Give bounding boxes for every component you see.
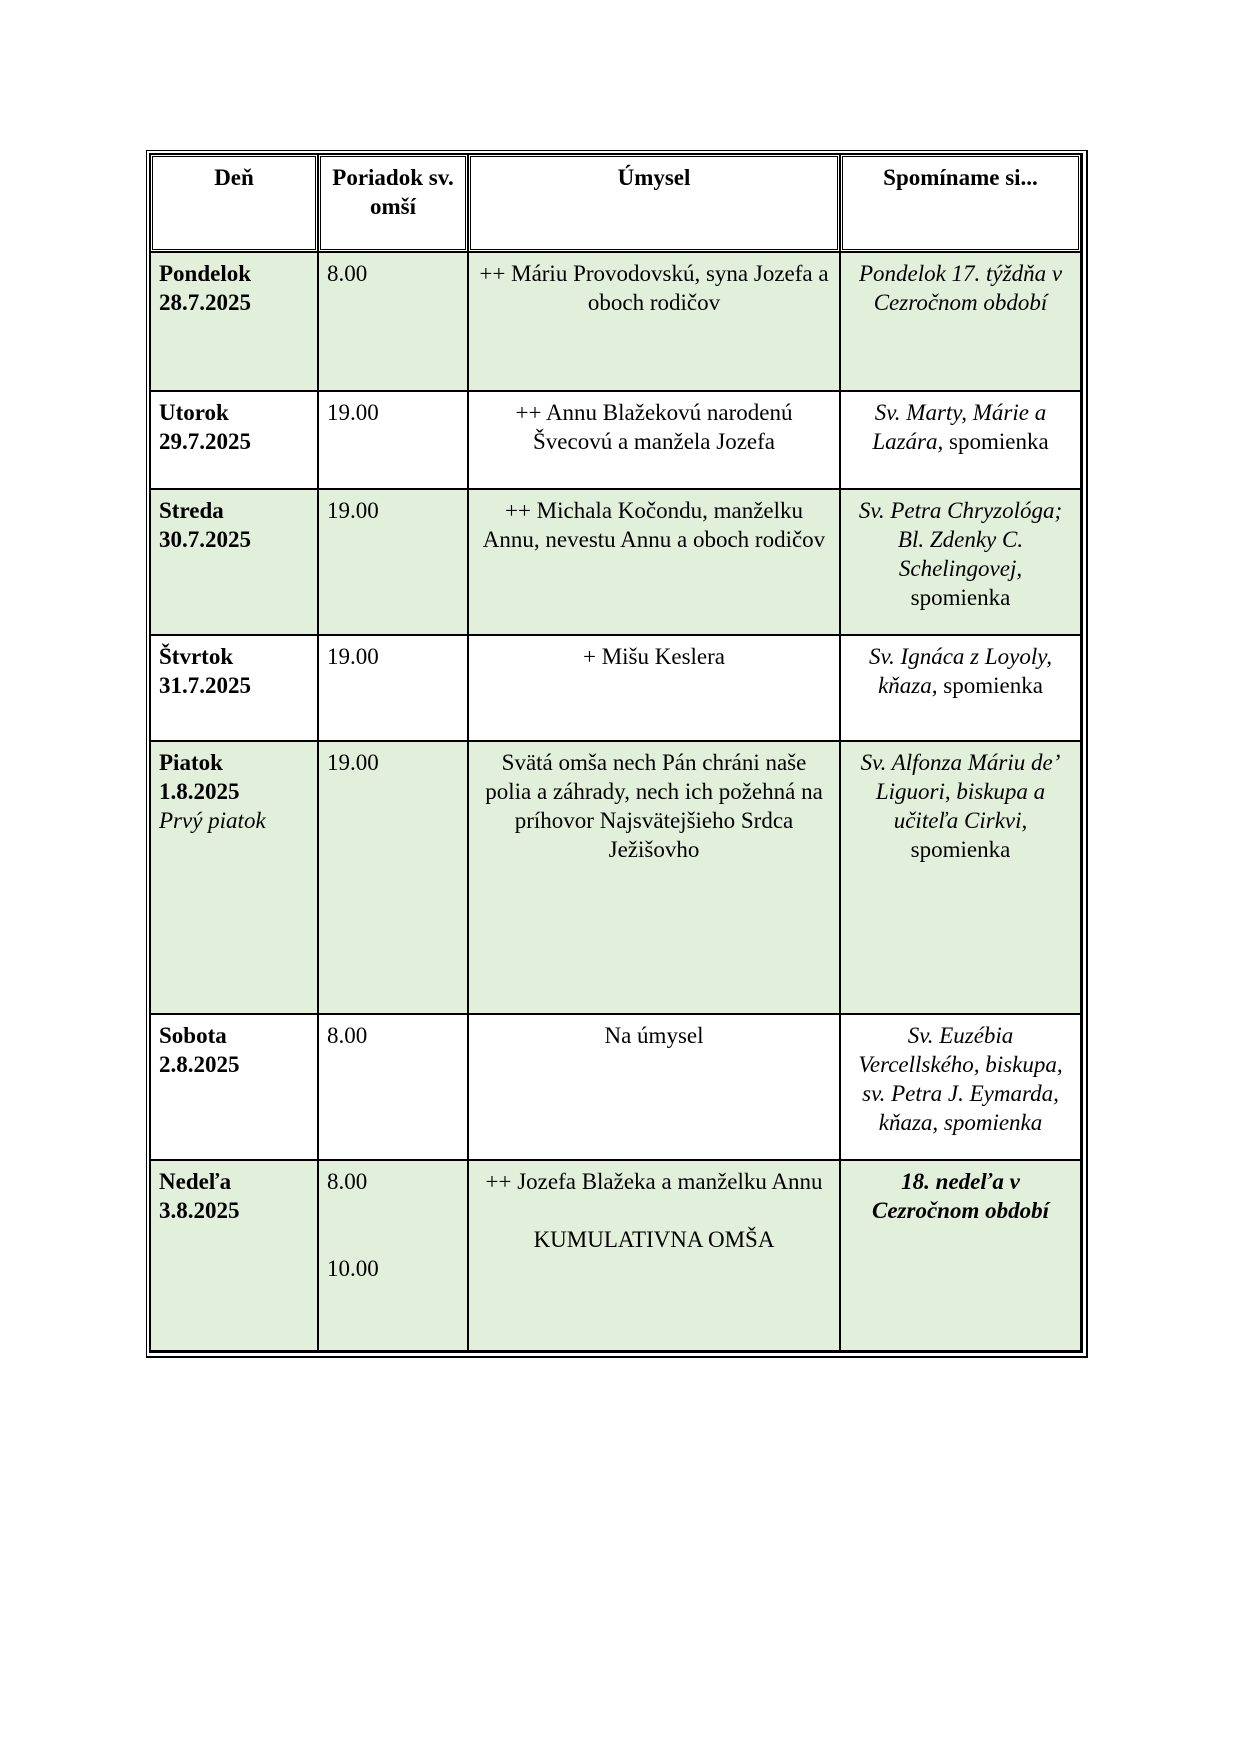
memo-cell (840, 741, 1081, 1014)
day-cell (150, 489, 318, 635)
day-name: Štvrtok (159, 644, 234, 669)
day-date: 30.7.2025 (159, 527, 251, 552)
day-name: Piatok (159, 750, 223, 775)
day-date: 1.8.2025 (159, 779, 240, 804)
header-remembrance: Spomíname si... (840, 154, 1081, 252)
intention-cell: ++ Máriu Provodovskú, syna Jozefa a oboch rodičov (468, 252, 840, 391)
day-note: Prvý piatok (159, 808, 266, 833)
day-cell (150, 741, 318, 1014)
intention-cell: Na úmysel (468, 1014, 840, 1160)
intention-first: ++ Jozefa Blažeka a manželku Annu (485, 1169, 823, 1194)
table-row (150, 1160, 1081, 1351)
intention-cell (468, 1160, 840, 1351)
time-cell (318, 1160, 468, 1351)
day-cell (150, 252, 318, 391)
mass-schedule-table (146, 150, 1088, 1358)
table-row (150, 489, 1081, 635)
time-cell: 8.00 (318, 1014, 468, 1160)
day-date: 3.8.2025 (159, 1198, 240, 1223)
header-row (150, 154, 1081, 252)
memo-rank: spomienka (910, 585, 1011, 610)
header-order: Poriadok sv. omší (318, 154, 468, 252)
table-row (150, 741, 1081, 1014)
memo-rank: spomienka (943, 673, 1043, 698)
day-name: Pondelok (159, 261, 252, 286)
memo-saint: Sv. Petra Chryzológa; Bl. Zdenky C. Schelingovej, (858, 498, 1063, 581)
day-cell (150, 391, 318, 489)
day-cell (150, 1014, 318, 1160)
time-first: 8.00 (327, 1169, 368, 1194)
day-date: 28.7.2025 (159, 290, 251, 315)
intention-second: KUMULATIVNA OMŠA (533, 1227, 775, 1252)
memo-cell (840, 252, 1081, 391)
memo-saint: Sv. Alfonza Máriu de’ Liguori, biskupa a učiteľa Cirkvi, (860, 750, 1061, 833)
memo-cell (840, 489, 1081, 635)
memo-sunday: 18. nedeľa v Cezročnom období (872, 1169, 1049, 1223)
day-date: 2.8.2025 (159, 1052, 240, 1077)
time-cell: 19.00 (318, 391, 468, 489)
memo-cell (840, 1160, 1081, 1351)
day-name: Streda (159, 498, 224, 523)
intention-cell: ++ Annu Blažekovú narodenú Švecovú a manžela Jozefa (468, 391, 840, 489)
day-name: Sobota (159, 1023, 227, 1048)
time-cell: 19.00 (318, 635, 468, 741)
memo-saint: Sv. Ignáca z Loyoly, kňaza, (869, 644, 1052, 698)
header-intention: Úmysel (468, 154, 840, 252)
memo-saint: Sv. Marty, Márie a Lazára, (872, 400, 1047, 454)
time-cell: 8.00 (318, 252, 468, 391)
intention-cell: ++ Michala Kočondu, manželku Annu, nevestu Annu a oboch rodičov (468, 489, 840, 635)
intention-cell: + Mišu Keslera (468, 635, 840, 741)
day-cell (150, 1160, 318, 1351)
memo-cell (840, 635, 1081, 741)
day-name: Utorok (159, 400, 229, 425)
memo-cell (840, 391, 1081, 489)
memo-saint: Pondelok 17. týždňa v Cezročnom období (858, 261, 1063, 315)
table-row (150, 391, 1081, 489)
memo-cell (840, 1014, 1081, 1160)
day-date: 31.7.2025 (159, 673, 251, 698)
time-second: 10.00 (327, 1256, 379, 1281)
memo-rank: spomienka (949, 429, 1049, 454)
memo-saint: Sv. Euzébia Vercellského, biskupa, sv. Petra J. Eymarda, kňaza, spomienka (858, 1023, 1063, 1135)
table-row (150, 1014, 1081, 1160)
day-cell (150, 635, 318, 741)
header-day: Deň (150, 154, 318, 252)
intention-cell: Svätá omša nech Pán chráni naše polia a záhrady, nech ich požehná na príhovor Najsvätejšieho Srdca Ježišovho (468, 741, 840, 1014)
table-row (150, 635, 1081, 741)
day-date: 29.7.2025 (159, 429, 251, 454)
time-cell: 19.00 (318, 489, 468, 635)
time-cell: 19.00 (318, 741, 468, 1014)
table-row (150, 252, 1081, 391)
memo-rank: spomienka (910, 837, 1011, 862)
day-name: Nedeľa (159, 1169, 232, 1194)
